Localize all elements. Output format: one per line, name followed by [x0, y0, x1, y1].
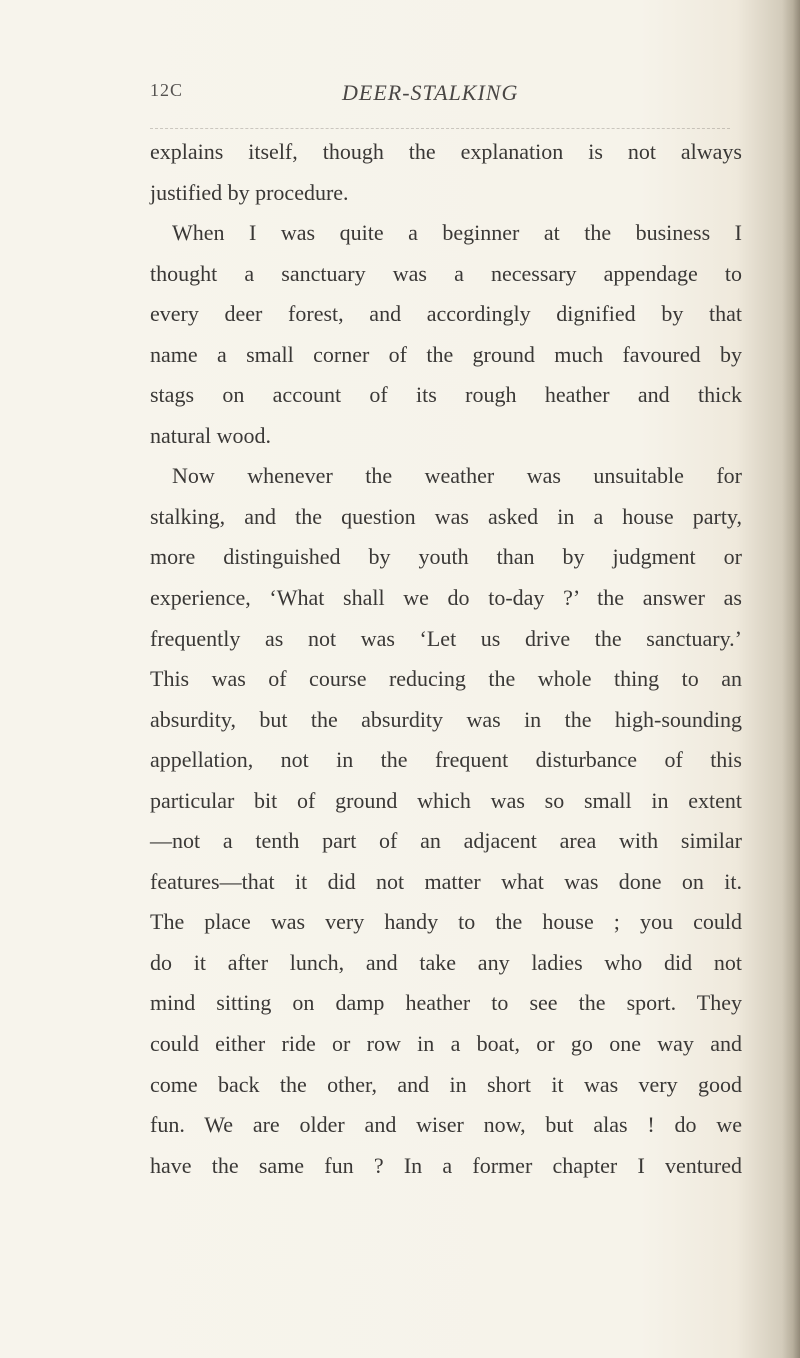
text-line: come back the other, and in short it was very good [150, 1071, 742, 1097]
text-line: natural wood. [150, 422, 271, 448]
text-line: do it after lunch, and take any ladies who did not [150, 949, 742, 975]
text-line: When I was quite a beginner at the business I [172, 220, 742, 246]
header-rule [150, 128, 730, 129]
text-line: The place was very handy to the house ; you could [150, 909, 742, 935]
text-line: features—that it did not matter what was done on it. [150, 868, 742, 894]
text-line: every deer forest, and accordingly dignified by that [150, 301, 742, 327]
text-line: name a small corner of the ground much favoured by [150, 341, 742, 367]
text-line: Now whenever the weather was unsuitable for [172, 463, 742, 489]
text-line: have the same fun ? In a former chapter I ventured [150, 1152, 742, 1178]
text-line: particular bit of ground which was so small in extent [150, 787, 742, 813]
text-line: stags on account of its rough heather and thick [150, 382, 742, 408]
page-header [150, 80, 750, 110]
body-text [150, 132, 742, 1186]
text-line: mind sitting on damp heather to see the sport. They [150, 990, 742, 1016]
text-line: This was of course reducing the whole thing to an [150, 666, 742, 692]
text-line: stalking, and the question was asked in a house party, [150, 503, 742, 529]
text-line: justified by procedure. [150, 179, 349, 205]
page-number: 12C [150, 80, 184, 100]
text-line: more distinguished by youth than by judgment or [150, 544, 742, 570]
text-line: fun. We are older and wiser now, but alas ! do we [150, 1112, 742, 1138]
text-line: absurdity, but the absurdity was in the high-sounding [150, 706, 742, 732]
text-line: frequently as not was ‘Let us drive the sanctuary.’ [150, 625, 742, 651]
running-title: DEER-STALKING [342, 80, 519, 105]
text-line: experience, ‘What shall we do to-day ?’ the answer as [150, 585, 742, 611]
text-line: thought a sanctuary was a necessary appendage to [150, 260, 742, 286]
page-edge-shadow [782, 0, 800, 1358]
text-line: appellation, not in the frequent disturbance of this [150, 747, 742, 773]
text-line: —not a tenth part of an adjacent area with similar [150, 828, 742, 854]
text-line: could either ride or row in a boat, or go one way and [150, 1031, 742, 1057]
text-line: explains itself, though the explanation is not always [150, 139, 742, 164]
